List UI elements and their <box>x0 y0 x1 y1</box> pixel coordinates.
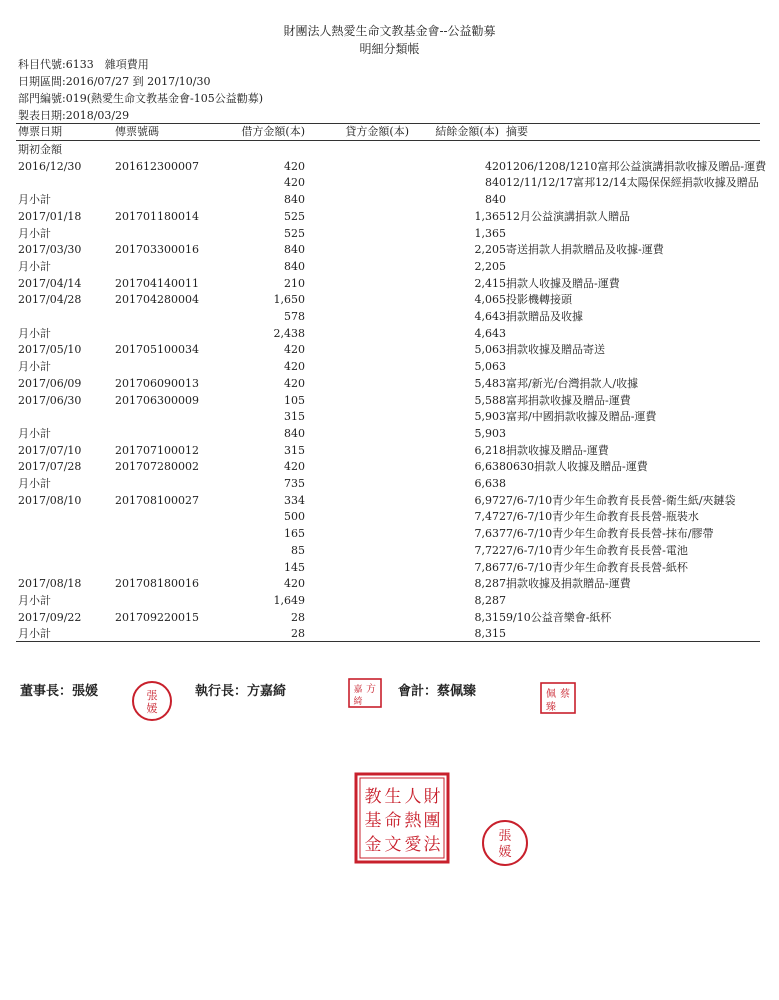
table-row <box>0 158 779 175</box>
print-date: 製表日期:2018/03/29 <box>18 109 130 122</box>
cell-voucher: 201701180014 <box>115 209 199 223</box>
cell-date: 月小計 <box>18 360 51 374</box>
cell-date: 2017/08/10 <box>18 493 82 507</box>
cell-date: 月小計 <box>18 226 51 240</box>
svg-text:法: 法 <box>423 835 441 855</box>
cell-balance: 7,472 <box>474 510 506 524</box>
cell-balance: 7,637 <box>474 527 506 541</box>
cell-debit: 500 <box>284 510 305 524</box>
cell-debit: 28 <box>291 610 305 624</box>
svg-text:媛: 媛 <box>146 702 158 715</box>
cell-debit: 165 <box>284 527 305 541</box>
table-row <box>0 559 779 576</box>
cell-date: 2017/07/28 <box>18 460 82 474</box>
cell-debit: 420 <box>284 460 305 474</box>
table-row <box>0 425 779 442</box>
svg-text:金: 金 <box>364 835 382 855</box>
table-row <box>0 174 779 191</box>
cell-debit: 2,438 <box>273 326 305 340</box>
cell-debit: 334 <box>284 493 305 507</box>
cell-balance: 4,643 <box>474 326 506 340</box>
cell-balance: 6,218 <box>474 443 506 457</box>
chairman-signature: 董事長：張媛 <box>20 684 99 699</box>
table-row <box>0 392 779 409</box>
svg-text:方: 方 <box>366 684 376 695</box>
cell-voucher: 201707280002 <box>115 460 199 474</box>
chairman-small-seal-icon <box>480 818 530 868</box>
dept-code: 部門編號:019(熱愛生命文教基金會-105公益勸募) <box>18 92 263 105</box>
svg-text:生: 生 <box>384 787 402 807</box>
cell-balance: 4,643 <box>474 310 506 323</box>
cell-balance: 5,903 <box>474 410 506 424</box>
svg-text:蔡: 蔡 <box>560 689 570 700</box>
cell-desc: 富邦捐款收據及贈品-運費 <box>506 393 631 407</box>
cell-desc: 捐款收據及贈品-運費 <box>506 443 609 457</box>
svg-text:熱: 熱 <box>404 811 422 831</box>
cell-date: 月小計 <box>18 477 51 490</box>
cell-desc: 7/6-7/10青少年生命教育長長營-紙杯 <box>506 560 688 574</box>
cell-balance: 4,065 <box>474 293 506 307</box>
table-row <box>0 475 779 492</box>
cell-date: 月小計 <box>18 426 51 440</box>
svg-text:教: 教 <box>364 787 382 807</box>
table-row <box>0 609 779 626</box>
cell-debit: 840 <box>284 426 305 440</box>
table-row <box>0 141 779 158</box>
cell-date: 2017/07/10 <box>18 443 82 457</box>
cell-debit: 420 <box>284 577 305 591</box>
cell-desc: 1206/1208/1210富邦公益演講捐款收據及贈品-運費 <box>506 159 767 173</box>
cell-date: 月小計 <box>18 193 51 207</box>
cell-date: 2017/03/30 <box>18 243 82 257</box>
cell-balance: 6,638 <box>474 477 506 490</box>
org-title: 財團法人熱愛生命文教基金會--公益勸募 <box>283 24 496 38</box>
cell-debit: 315 <box>284 443 305 457</box>
cell-balance: 6,638 <box>474 460 506 474</box>
table-row <box>0 325 779 342</box>
cell-desc: 7/6-7/10青少年生命教育長長營-抹布/膠帶 <box>506 527 714 541</box>
table-row <box>0 358 779 375</box>
cell-balance: 1,365 <box>474 209 506 223</box>
cell-balance: 7,722 <box>474 543 506 557</box>
cell-debit: 420 <box>284 343 305 357</box>
cell-debit: 85 <box>291 543 305 557</box>
cell-debit: 28 <box>291 627 305 641</box>
date-range: 日期區間:2016/07/27 到 2017/10/30 <box>18 75 211 88</box>
cell-debit: 1,650 <box>273 293 305 307</box>
table-row <box>0 375 779 392</box>
cell-balance: 1,365 <box>474 226 506 240</box>
cell-desc: 9/10公益音樂會-紙杯 <box>506 610 612 624</box>
cell-balance: 8,315 <box>474 627 506 641</box>
cell-debit: 420 <box>284 176 305 190</box>
cell-voucher: 201704280004 <box>115 293 199 307</box>
header-balance: 結餘金額(本) <box>435 125 499 138</box>
organization-seal-icon <box>354 772 450 864</box>
table-row <box>0 291 779 308</box>
cell-date: 2017/05/10 <box>18 343 82 357</box>
table-row <box>0 592 779 609</box>
cell-balance: 5,063 <box>474 360 506 374</box>
cell-date: 月小計 <box>18 627 51 641</box>
table-row <box>0 625 779 642</box>
cell-desc: 捐款收據及贈品寄送 <box>506 343 605 357</box>
cell-date: 月小計 <box>18 593 51 607</box>
cell-voucher: 201704140011 <box>115 276 199 290</box>
cell-date: 2017/01/18 <box>18 209 82 223</box>
svg-text:佩: 佩 <box>546 689 556 700</box>
cell-debit: 578 <box>284 310 305 323</box>
svg-text:張: 張 <box>146 689 158 702</box>
cell-balance: 2,205 <box>474 259 506 273</box>
cell-debit: 315 <box>284 410 305 424</box>
cell-desc: 捐款人收據及贈品-運費 <box>506 276 620 290</box>
svg-text:媛: 媛 <box>498 845 512 860</box>
table-header <box>0 123 779 140</box>
accountant-signature: 會計：蔡佩臻 <box>398 684 477 699</box>
cell-debit: 840 <box>284 193 305 207</box>
table-row <box>0 542 779 559</box>
cell-debit: 735 <box>284 477 305 490</box>
cell-balance: 6,972 <box>474 493 506 507</box>
cell-desc: 富邦/新光/台灣捐款人/收據 <box>506 376 639 390</box>
cell-date: 月小計 <box>18 326 51 340</box>
cell-desc: 7/6-7/10青少年生命教育長長營-電池 <box>506 543 688 557</box>
cell-debit: 525 <box>284 226 305 240</box>
cell-desc: 寄送捐款人捐款贈品及收據-運費 <box>506 243 664 257</box>
cell-date: 2017/04/28 <box>18 293 82 307</box>
cell-desc: 7/6-7/10青少年生命教育長長營-衛生紙/夾鏈袋 <box>506 493 736 507</box>
svg-text:命: 命 <box>384 811 402 831</box>
svg-text:基: 基 <box>364 811 382 831</box>
cell-debit: 145 <box>284 560 305 574</box>
header-date: 傳票日期 <box>18 125 62 138</box>
table-row <box>0 575 779 592</box>
cell-balance: 840 <box>485 176 506 190</box>
cell-desc: 捐款贈品及收據 <box>506 310 583 323</box>
svg-text:臻: 臻 <box>546 702 556 713</box>
cell-voucher: 201703300016 <box>115 243 199 257</box>
cell-voucher: 201708180016 <box>115 577 199 591</box>
cell-debit: 420 <box>284 376 305 390</box>
cell-balance: 5,483 <box>474 376 506 390</box>
cell-date: 2017/08/18 <box>18 577 82 591</box>
svg-text:團: 團 <box>423 811 441 831</box>
table-row <box>0 275 779 292</box>
header-desc: 摘要 <box>506 125 528 138</box>
cell-debit: 105 <box>284 393 305 407</box>
cell-balance: 8,287 <box>474 577 506 591</box>
header-voucher: 傳票號碼 <box>115 125 159 138</box>
cell-debit: 840 <box>284 259 305 273</box>
table-row <box>0 341 779 358</box>
table-row <box>0 525 779 542</box>
table-row <box>0 308 779 325</box>
table-row <box>0 458 779 475</box>
cell-voucher: 201709220015 <box>115 610 199 624</box>
table-row <box>0 191 779 208</box>
cell-debit: 210 <box>284 276 305 290</box>
cell-debit: 420 <box>284 159 305 173</box>
cell-desc: 0630捐款人收據及贈品-運費 <box>506 460 648 474</box>
cell-desc: 投影機轉接頭 <box>506 293 572 307</box>
cell-desc: 捐款收據及捐款贈品-運費 <box>506 577 631 591</box>
cell-debit: 525 <box>284 209 305 223</box>
cell-balance: 5,588 <box>474 393 506 407</box>
svg-text:文: 文 <box>384 835 402 855</box>
cell-balance: 2,205 <box>474 243 506 257</box>
table-row <box>0 408 779 425</box>
table-row <box>0 258 779 275</box>
table-row <box>0 208 779 225</box>
table-bottom-rule <box>16 641 760 642</box>
table-row <box>0 241 779 258</box>
cell-desc: 富邦/中國捐款收據及贈品-運費 <box>506 410 657 424</box>
cell-balance: 7,867 <box>474 560 506 574</box>
cell-voucher: 201706090013 <box>115 376 199 390</box>
cell-desc: 12月公益演講捐款人贈品 <box>506 209 630 223</box>
cell-date: 2017/04/14 <box>18 276 82 290</box>
cell-voucher: 201708100027 <box>115 493 199 507</box>
cell-balance: 420 <box>485 159 506 173</box>
svg-text:嘉: 嘉 <box>353 685 363 695</box>
header-debit: 借方金額(本) <box>241 125 305 138</box>
cell-desc: 7/6-7/10青少年生命教育長長營-瓶裝水 <box>506 510 699 524</box>
cell-voucher: 201707100012 <box>115 443 199 457</box>
svg-text:張: 張 <box>498 829 512 844</box>
cell-date: 期初金額 <box>18 143 62 156</box>
account-code: 科目代號:6133 雜項費用 <box>18 58 149 71</box>
cell-balance: 5,063 <box>474 343 506 357</box>
svg-text:愛: 愛 <box>404 835 422 855</box>
table-row <box>0 508 779 525</box>
svg-text:綺: 綺 <box>353 697 363 707</box>
executive-seal-icon <box>348 678 382 708</box>
cell-voucher: 201705100034 <box>115 343 199 357</box>
cell-voucher: 201706300009 <box>115 393 199 407</box>
cell-balance: 8,287 <box>474 593 506 607</box>
cell-debit: 1,649 <box>273 593 305 607</box>
cell-balance: 8,315 <box>474 610 506 624</box>
table-row <box>0 442 779 459</box>
accountant-seal-icon <box>540 682 576 714</box>
chairman-seal-icon <box>131 680 173 722</box>
cell-balance: 840 <box>485 193 506 207</box>
svg-text:財: 財 <box>423 787 441 807</box>
table-row <box>0 225 779 242</box>
cell-debit: 420 <box>284 360 305 374</box>
svg-text:人: 人 <box>404 787 422 807</box>
cell-desc: 12/11/12/17富邦12/14太陽保保經捐款收據及贈品 <box>506 176 759 190</box>
cell-debit: 840 <box>284 243 305 257</box>
cell-date: 2017/09/22 <box>18 610 82 624</box>
cell-balance: 5,903 <box>474 426 506 440</box>
cell-date: 2017/06/30 <box>18 393 82 407</box>
cell-voucher: 201612300007 <box>115 159 199 173</box>
report-subtitle: 明細分類帳 <box>359 42 420 56</box>
cell-date: 2016/12/30 <box>18 159 82 173</box>
cell-date: 2017/06/09 <box>18 376 82 390</box>
header-credit: 貸方金額(本) <box>345 125 409 138</box>
table-row <box>0 492 779 509</box>
cell-date: 月小計 <box>18 259 51 273</box>
executive-signature: 執行長：方嘉綺 <box>195 684 287 699</box>
cell-balance: 2,415 <box>474 276 506 290</box>
